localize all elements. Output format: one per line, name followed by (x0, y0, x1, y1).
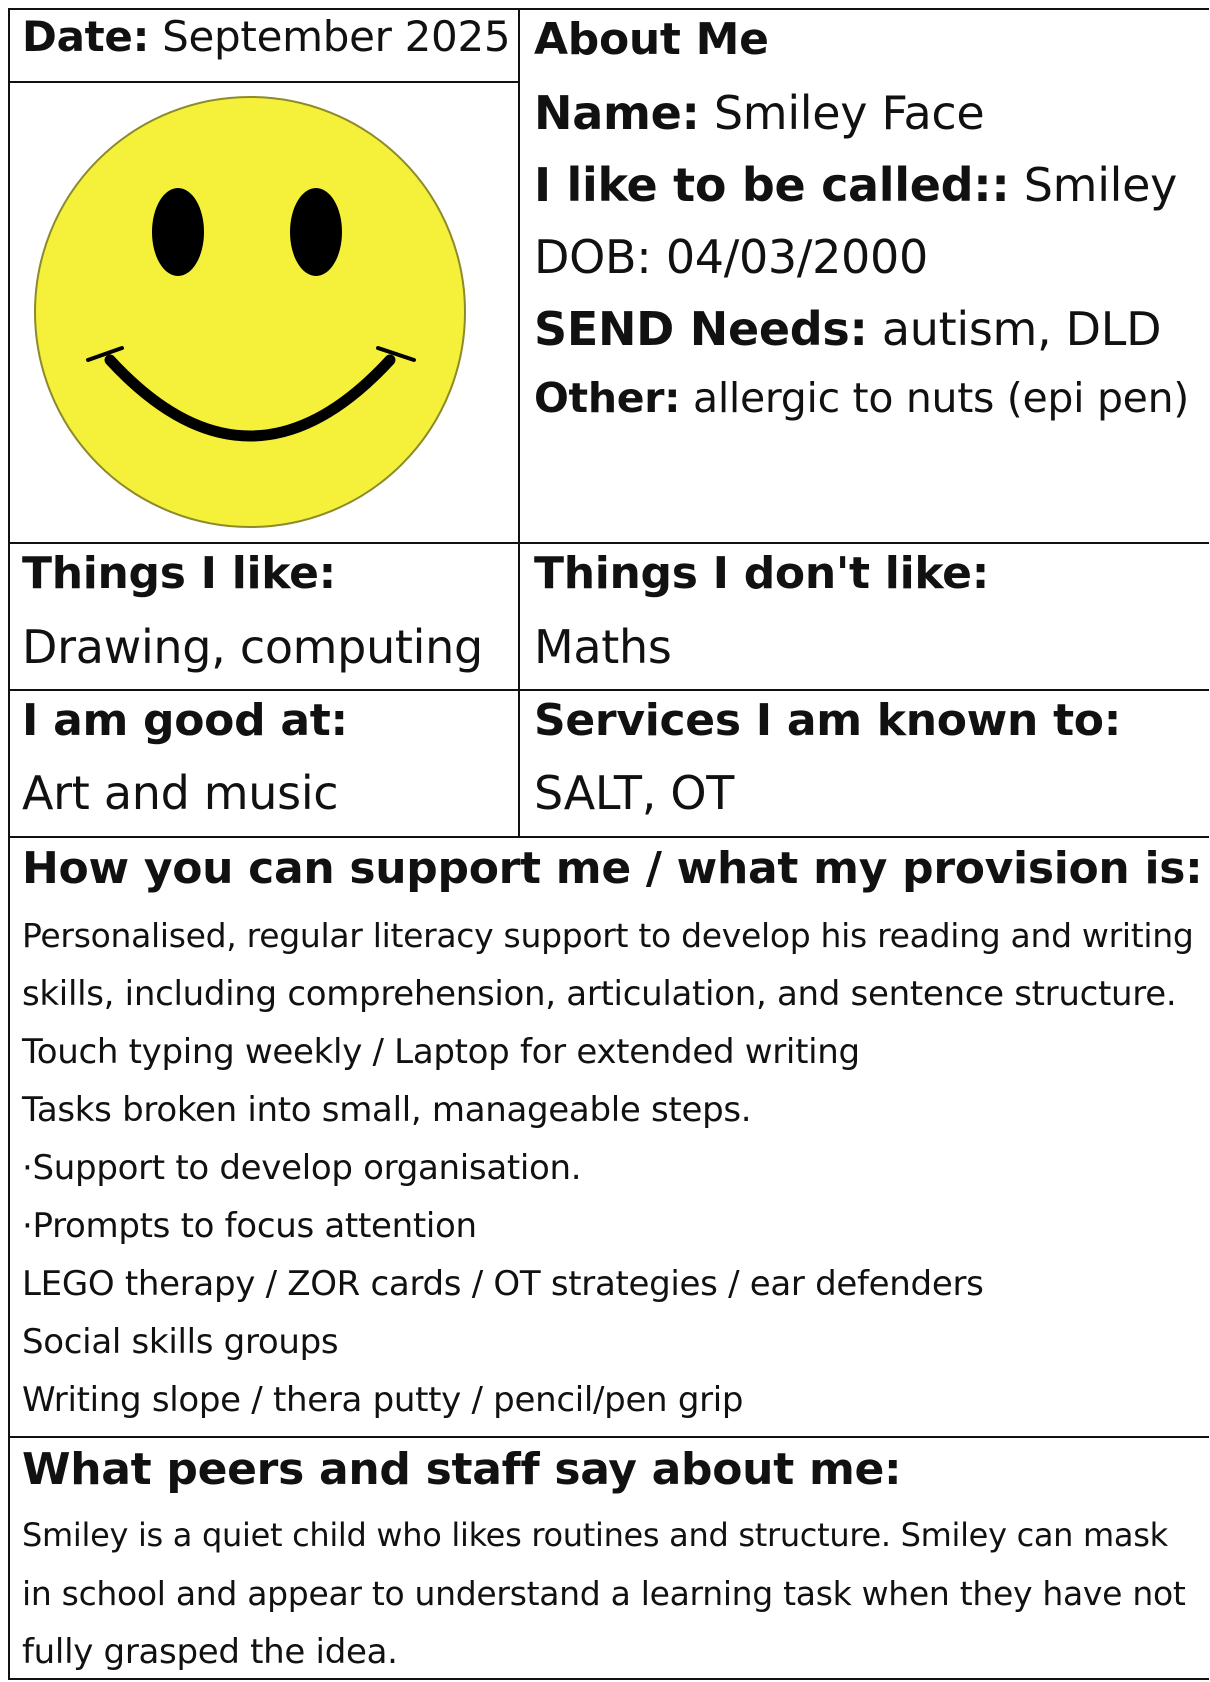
support-line: ·Prompts to focus attention (22, 1206, 477, 1246)
services-heading: Services I am known to: (534, 695, 1122, 746)
support-line: Personalised, regular literacy support to develop his reading and writing (22, 916, 1194, 955)
dislikes-value: Maths (534, 620, 672, 674)
peers-line: fully grasped the idea. (22, 1632, 398, 1672)
about-field-value: allergic to nuts (epi pen) (693, 374, 1189, 422)
face (35, 97, 465, 527)
support-line: Touch typing weekly / Laptop for extended writing (22, 1032, 860, 1072)
dislikes-heading: Things I don't like: (534, 548, 989, 599)
peers-line: in school and appear to understand a learning task when they have not (22, 1574, 1186, 1613)
about-field-send (534, 302, 1161, 356)
about-field-name (534, 86, 984, 140)
right-eye (290, 188, 342, 276)
date-label: Date: (22, 12, 150, 61)
support-line: Tasks broken into small, manageable steps. (22, 1090, 752, 1130)
support-line: ·Support to develop organisation. (22, 1148, 582, 1188)
date-divider (8, 81, 518, 83)
good-at-heading: I am good at: (22, 695, 348, 746)
date-row (22, 12, 510, 61)
about-field-dob (534, 230, 928, 284)
column-divider (518, 8, 520, 837)
likes-heading: Things I like: (22, 548, 336, 599)
about-heading: About Me (534, 14, 769, 65)
row-divider-good-at (8, 836, 1209, 838)
about-field-value: 04/03/2000 (665, 230, 928, 284)
row-divider-about (8, 542, 1209, 544)
about-field-label: I like to be called:: (534, 158, 1010, 212)
about-field-label: Other: (534, 374, 681, 422)
about-field-value: autism, DLD (881, 302, 1162, 356)
about-field-called (534, 158, 1177, 212)
smiley-face-icon (30, 92, 470, 532)
services-value: SALT, OT (534, 766, 735, 820)
about-field-value: Smiley (1023, 158, 1178, 212)
about-field-label: Name: (534, 86, 700, 140)
peers-line: Smiley is a quiet child who likes routines and structure. Smiley can mask (22, 1516, 1168, 1554)
date-value: September 2025 (162, 12, 511, 61)
about-field-label: DOB: (534, 230, 652, 284)
about-field-label: SEND Needs: (534, 302, 868, 356)
about-field-other (534, 374, 1189, 422)
good-at-value: Art and music (22, 766, 339, 820)
likes-value: Drawing, computing (22, 620, 483, 674)
support-heading: How you can support me / what my provision is: (22, 843, 1203, 894)
support-line: skills, including comprehension, articulation, and sentence structure. (22, 974, 1177, 1014)
about-field-value: Smiley Face (713, 86, 985, 140)
support-line: Social skills groups (22, 1322, 339, 1362)
support-line: Writing slope / thera putty / pencil/pen grip (22, 1380, 744, 1420)
peers-heading: What peers and staff say about me: (22, 1444, 902, 1495)
row-divider-support (8, 1436, 1209, 1438)
row-divider-likes (8, 689, 1209, 691)
left-eye (152, 188, 204, 276)
support-line: LEGO therapy / ZOR cards / OT strategies / ear defenders (22, 1264, 984, 1304)
